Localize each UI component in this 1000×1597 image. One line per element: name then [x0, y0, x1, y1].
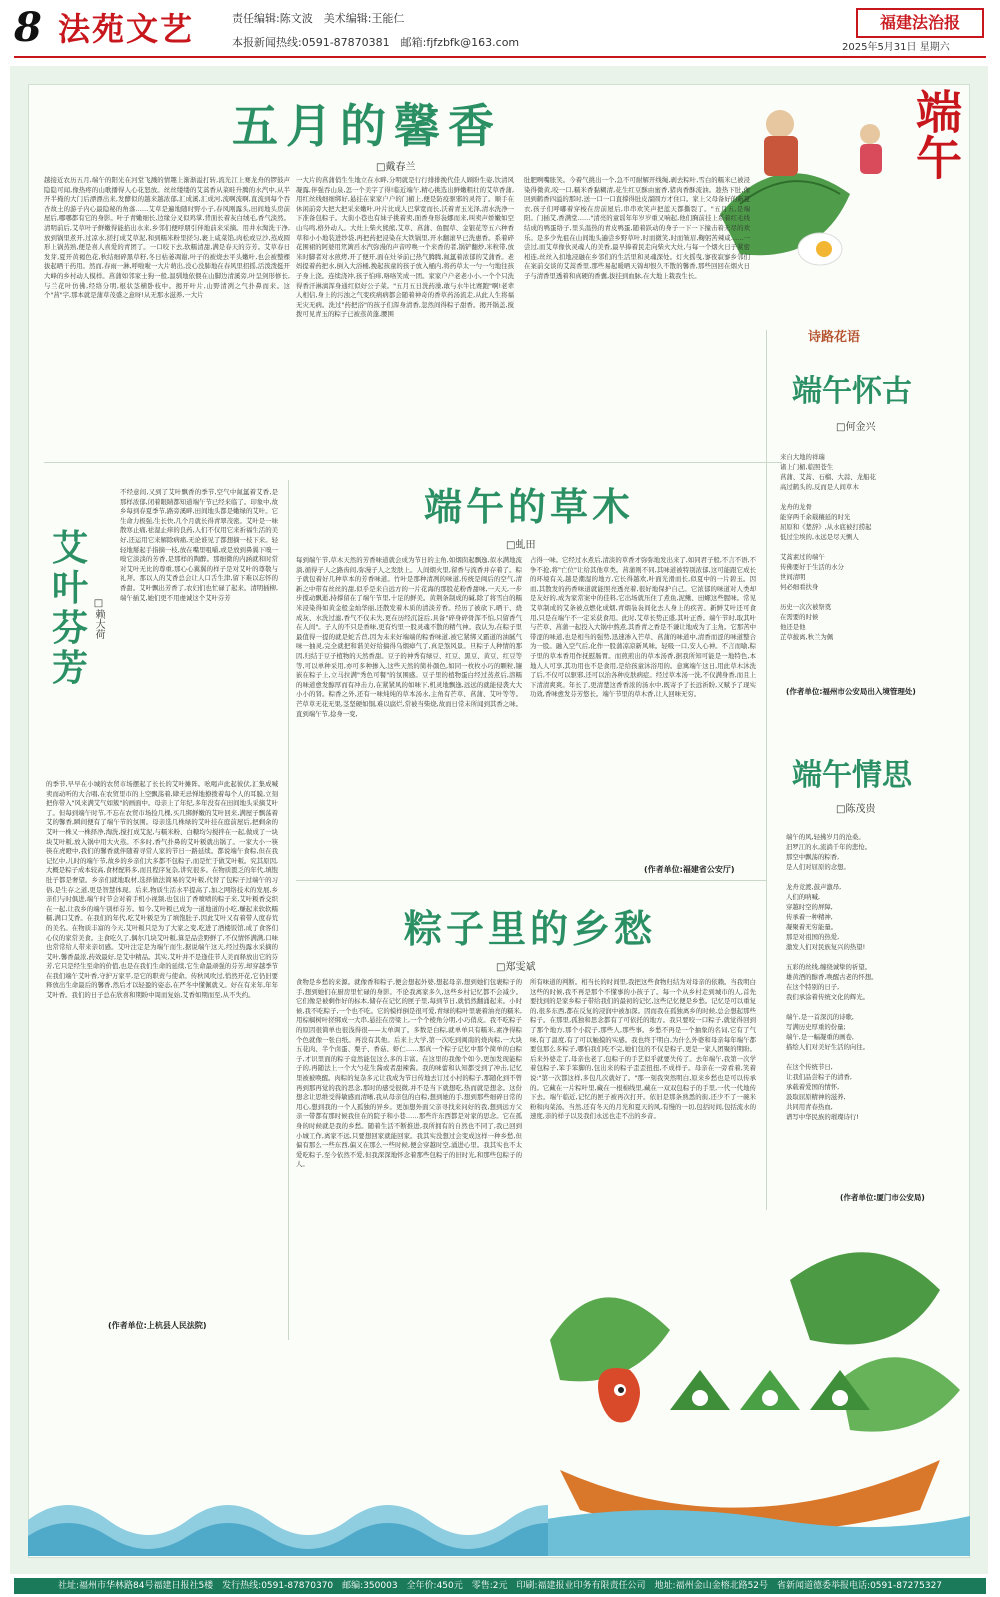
article-aiye-col-b: 的季节,早早在小城的农贸市场摆起了长长的艾叶摊阵。吆喝声此起彼伏,汇集成喊卖而动听的大合唱,在农贸里市的上空飘荡着,肆无忌惮地撩拨着每个人的耳膜,立刻把你带入"风来满艾气如簇"的画面中。母亲上了年纪,多年没有在田间地头采摘艾叶了。但每到端午时节,不忘在农贸市场捡几棵,买几绑鲜嫩的艾叶回来,满屋子飘荡着艾的馨香,瞬间便有了端午节的氛围。母亲选几株绿的艾叶挂在庭前屋后,把剩余的艾叶一株又一株择净,淘洗,搅打成艾泥,与糯米粉、白糖均匀搅拌在一起,做成了一块块艾叶粄,放入锅中用大火蒸。不多时,香气扑鼻的艾叶粄就出锅了。一家大小一筷筷在虎瞪中,我们的馨香就伴随着寻常人家的节日一路延续。都说端午食粽,但在我记忆中,儿时的端午节,故乡的乡亲们大多都不包粽子,而是忙于做艾叶粄。究其原因,大概是粽子成本较高,食材配料多,而且程序复杂,讲究很多。在物质匮乏的年代,填饱肚子都是奢望。乡亲们就地取材,选择做法简易的艾叶粄,代替了包粽子过端午的习俗,是生存之道,更是智慧体现。后来,物质生活水平提高了,加之网络技术的发展,乡亲们与时俱进,端午时节会对着手机小视频,也包出了香喷喷的粽子来,艾叶粄香交织在一起,让我乡的端午别样芬芳。如今,艾叶粄已成为一道地道的小吃,赚起来软软糯糯,满口艾香。在我们的年代,吃艾叶粄是为了填饱肚子,因此艾叶又有着带人度春荒的美名。在物质丰富的今天,艾叶粄只是为了大家之变,吃进了酒楼饭馆,成了食客们心仪的家常美食。主食吃久了,偶尔几块艾叶粄,算是品尝野鲜了,不仅情怀满满,口味也常常给人带来亲切感。艾叶注定是为端午而生,据说端午这天,经过热露水采摘的艾叶,馨香最浓,药效最好,是艾中精品。其实,艾叶并不是逢佳节人美而释放出它的芬芳,它只是经生至命的价值,也是在我们生命的延续,它生命最顽强的芬芳,却穿越季节在我们端午艾叶香,守护万家平,是它的职责与使命。传秋风吹过,悄然开花,它仍旧要释放出生命最后的馨香,然后才以轻盈的姿态,在严冬中懂佩就义。好在有来年,年年艾叶香。我们的日子总在欣喜和期盼中周而复始,艾香如期而至,从不失约。 [46, 780, 278, 1000]
poem-text-1: 来自大地的祥瑞 诸上门楣,临照苍生 菖蒲、艾蒿、石榴、大蒜、龙船花 高过鹤头的,反而是人间草木 龙舟的龙骨 能穿两千余载穰延的时光 屈原和《楚辞》,从水底被打捞起 低过尘埃的,永远是尽天恻人 艾蒿素过的端午 传佛要好于生活的水分 世间清明 何必细看扶身 历史一次次被祭奠 在需要的时候 他还是他 芷草披离,秋兰为佩 [780, 453, 876, 641]
wave-decoration [28, 1480, 548, 1556]
article-title-main: 五月的馨香 [232, 99, 502, 153]
divider-caomu [296, 880, 766, 881]
article-title-caomu: 端午的草木 [424, 484, 635, 529]
divider-main [44, 462, 782, 463]
article-main-col3: 肚肥咧嘴胀笑。今着气挑出一个,急不可耐解开线绳,剥去粽叶,雪白的糯米已被浸染得微黄,咬一口,糯米香黏糊清,花生红豆酥由蜜香,猪肉香酥流油。趁热下肚,像回到鹤香四溢的那时,送一口一口直撑得肚皮溜圆方才住口。家上父母备好的新夏衣,孩子们呼嘟着穿梭在房前屋后,串串欢笑声把蓝天都撕裂了。"五月五,是端阳。门插艾,香满堂……"清亮的童谣年年岁岁重又响起,他们胸前挂上系着红毛线结成的鸭蛋络子,里头温热的青皮鸭蛋,随着跃动的身子一下一下撞击着无尽的欢乐。是多少先祖在山间地头遍尝乡野草叶,时而微笑,时而皱眉,鞠躬苦辣咸……一尝过,而艾草像伙灵魂人的美香,最早捧着民走向柴火大灶,与每一个烟火日子紧密相连,丝丝入扣地浸融在乡邻们的生活里和灵魂深处。灯火摇曳,寥夜寂寥乡邻们在案前交谈的艾蒿香里,那些易起暖晒天锦却恨久不散的馨香,那些回回在烟火日子与清香里透着和真硬的香囊,拔挂到血脉,在大地上栽我生长。 [524, 176, 750, 280]
wave-icon [28, 1480, 548, 1556]
poem-unit-2: (作者单位:厦门市公安局) [840, 1193, 925, 1202]
poem-byline-2: □陈茂贵 [836, 804, 876, 815]
article-main-col2: 一大片的菖蒲俏生生地立在水畔,分明就是行行排排挽代佳人顾盼生姿,饮清风凝露,伴强吞山泉,怎一个美字了得!临近端午,精心挑选出鲜嫩粗壮的艾草香蒲,用红丝线细细绑好,悬挂在家家户户的门楣上,便是防疫驱邪的灵符了。顺手在休闲前旁大把大把采来嫩叶,叶片比成人巴掌宽而长,沃着青玉光泽,清水洗净一下准备包粽子。大街小巷也有妹子挑着卖,面香身形袅娜而来,叫卖声娇嫩如空山鸟鸣,格外动人。大灶上柴火熊熊,艾草、菖蒲、鱼腥草、金银花等五六种香草和小小地装进纱袋,再把药把浸染在大铁锅里,开水翻滚早已洗惠香。系着碎花围裙的阿婆用笊篱舀水汽弥漫的声音哼唤一个来香的者,锅铲翻炒,米粒带,放米时脚者对水煎烤,开了便开,面在灶爷前已热气腾腾,氤氲着浓郁的艾蒲香。老妈提着药把水,倒入大浴桶,挽起孩童的孩子放入桶内,将药草太一勺一勺地往孩子身上浇。连续浇冲,孩子怕痒,咯咯笑成一团。家家户户老老小小,一个个只洗得香汗淋漓浑身通红似好公子菜。"五月五日洗药澡,敢与水牛比赛跑"啊!老辈人相信,身上的污浊之气变疾病病都会随着神奇的香草药汤流走,从此人生将福无灾无病。洗过"药把浴"的孩子们浑身清香,忽然间得粽子甜香。揭开锅盖,搅拨可见青玉的粽子已被蒸黄蓬,腰围 [296, 176, 514, 319]
poem-title-1: 端午怀古 [792, 374, 912, 409]
article-zongzi-col1: 食物是乡愁的来源。就像香和粽子,便会想起外婆,想起母亲,想到她们包裹粽子的手,想到她们在厨房里忙碌的身影。不论我离家多久,这些乡村记忆都不会减少。它们像是被剩作好的标本,储存在记忆的匣子里,每到节日,就悄然翻涌起来。小时候,我不吃粽子,一个也不吃。它的模样倒是很可爱,青绿的粽叶里裹着油亮的糯米,用棕榈树叶搓绑成一大串,悬挂在房梁上,一个个棱角分明,小巧俏皮。我不吃粽子的原因很简单也很浅得很——太单调了。多数是白粽,就单单只有糯米,素净得粽个色就像一张白纸。再没有其他。后来上大学,第一次吃到闽南的烧肉粽,一大块五花肉、半个卤蛋、栗子、香菇、虾仁……那真一个粽子记忆中那个简单的白粽子,才识里面的粽子竟然能包这么多的丰富。在这里的我像个如今,更加发现能粽子的,再随法上一个大勺花生酱或者甜辣酱。我的味蕾和认知都受到了冲击,记忆里被被唤醒。肉粽的复杂多元让我成为节日传地去订过小村的粽子,那随化到不曾再到那再觉的我的思念,那时的感受很微,并不是当下就想吃,热而就是想念。这份想念让思维受得敏感而清晰,我从母亲包的白粽,想到她的手,想到那些细碎日常的用心,想到我的一个人孤独的异乡。更加想外面父亲寻找来问好的我,想到远方父亲一带都有那时候我住在的院子和小巷……那些许东西都是对家的思念。它在孤身的时候就是我的乡愁。随着生活不断推进,我所拥有的自然也不同了,我已回到小城工作,离家不远,只要想回家就能回家。我其实没想过会变成这样一种乡愁,但偏有那么一些东西,偏又在那么一些时候,便会穿越时空,涌进心里。我其实也不太爱吃粽子,至今依然不爱,但我深深地怀念着那些包粽子的旧时光,和那些包粽子的人。 [296, 978, 522, 1169]
divider-sidebar [766, 330, 767, 1210]
header-rule [14, 56, 986, 58]
poem-byline-1: □何金兴 [836, 422, 876, 433]
poem-title-2: 端午情思 [792, 758, 912, 793]
unit-caomu: (作者单位:福建省公安厅) [644, 865, 735, 874]
divider-aiye [288, 480, 289, 1340]
article-caomu-col1: 每到端午节,草木天然的芳香味道就会成为节日的主角,如烟囱起飘逸,似水满地流淌,循得子人之路齿间,弥漫子人之发肤上。人间烟火里,留香与流香并存着了。粽子就包着好几种草本的芳香味道。竹叶是那种清冽的味道,传统是闽后的空气,清新之中带有丝丝的甜,似乎是来自远方的一片花海的那股花粉香甜味,一天天,一步步揽动飘逝,持撑留在了端午节里,十足的鲜美。黄荆条制成的碱,除了将雪白的糯米浸染得如黄金般金灿华丽,还散发着木质的清淡芳香。经历了被砍下,晒干、烧成灰、水洗过滤,香气不仅未失,更在历经沉淀后,具备"碎身碎骨浑不怕,只留香气在人间"。子人的不只是香味,更有灼里一股灵魂不散的精气神。我认为,在粽子里最值得一提的就是蛇舌苣,因为未来好端端的粽香味道,被它紧绑又霸道的油腻气味一抽灵,完全就把和谐美好给搞得乌烟瘴气了,真是煞风景。旦粽子人种情的那因,归结于豆子植物的天然香甜。豆子的神秀有绿豆、红豆、黑豆、黄豆、红豆等等,可以单种采用,亦可多种掺入,这些天然的简朴颜色,如同一枚枚小巧的颗粒,镶嵌在粽子上,立马拉满"秀色可餐"的氛围感。豆子里的植物蛋白经过蒸煮后,溶糯的味道愈发醇厚而有冲击力,在紧紧风的如味下,机灵地飘逸,远远的就能侵袭大大小小的肾。粽香之外,还有一味炖炖的草本汤水,主角有芒草、菖蒲、艾叶等等。芒草草无花无果,茎坚硬如铜,难以腐烂,常被当柴烧,故而日常未所闻到其香之味。直到端午节,捻身一变, [296, 556, 522, 718]
article-zongzi-col2: 所有味道的判断。相当长的时间里,我把这些食物归结为对母亲的依赖。当我明白这些的时候,我不再是那个不懂事的小孩子了。每一个从乡村走到城市的人,首先要找到的是家乡粽子带给我们的最初的记忆,这些记忆便是乡愁。记忆是可以重复的,很多东西,都在反复的浸润中被加深。因而我在孤独离乡的时候,总会想起那些粽子。在那里,孤独和思念都有了可依托的地方。我只要咬一口粽子,就觉得回到了那个地方,那个小院子,那些人,那些事。乡愁不再是一个抽象的名词,它有了气味,有了温度,有了可以触摸的实感。我也终于明白,为什么外婆和母亲每年端午都要包那么多粽子,哪怕我们吃不完,她们包的不仅是粽子,更是一家人团聚的期盼。后来外婆走了,母亲也老了,包粽子的手艺似乎就要失传了。去年端午,我第一次学着包粽子,笨手笨脚的,包出来的粽子歪歪扭扭,不成样子。母亲在一旁看着,笑着说:"第一次都这样,多包几次就好了。"那一刻我突然明白,原来乡愁也是可以传承的。它藏在一片粽叶里,藏在一根棉线里,藏在一双双包粽子的手里,一代一代地传下去。端午临近,记忆的匣子被再次打开。依旧是那条熟悉的街,还少不了一碗米粉和肉菜汤。当然,还有冬天的月光和夏天的风,有慢的一切,包括时间,包括流水的速度,亲的样子以及我们永远也走不出的乡音。 [530, 978, 756, 1121]
article-caomu-col2: 占得一味。它经过水煮后,清淡的草香才弥弥地发出来了,如同君子般,不言不语,不争不抢,将"亡位"让给其他草类。菖蒲则不同,其味道被特别浓郁,这可能跟它成长的环境有关,越是潮湿的地方,它长得越欢,叶面光滑而长,似夏中的一片碧玉。因而,其散发的药香味道就能照亮透亮着,很好地保护自己。它浓郁的味道对人类却是友好的,成为家常案中的佳料,它出场就压住了煮鱼,泥鳅、田螺这些腥味。常见艾草制成的艾条被点燃化成烟,青烟袅袅间化去人身上的疾苦。新鲜艾叶还可食用,只是在端午不一定采获食用。此时,艾草长势正盛,其叶正香。端午节时,取其叶与芒草、菖蒲一起投入大锅中熬煮,其香青之香是不谦让地成为了主角。它那苦中带涩的味道,也是相当的强势,迅速渗入芒草、菖蒲的味道中,清香而涩的味道整合为一股。融入空气后,化作一股蒲凉凉新风味。轻吸一口,安人心神。不言而喻,粽子里的草本香用作抚慰肠胃。而煎煎出的草本汤香,据我所知可能是一地特色,本地人人可享,其功用也不是食用,是给孩童沐浴用的。意寓端午这日,用此草木沐洗了后,不仅可以驱邪,还可以治各种皮肤病症。经过草本汤一洗,不仅满身香,而且上下清清爽爽。年长了,更清楚这香香浓的汤水中,既寄予了长远祈盼,又赋予了现实功效,香味愈发芬芳悠长。端午节里的草木香,让人回味无穷。 [530, 556, 756, 699]
newspaper-logo: 福建法治报 [856, 8, 984, 38]
article-title-zongzi: 粽子里的乡愁 [404, 906, 657, 951]
poem-text-2: 端午的风,轻拂岁月的沧桑。 汨罗江的水,流淌千年的悲怆。 那空中飘荡的粽香, 是人们对屈原的念想。 龙舟竞渡,鼓声激昂, 人们的呐喊, 穿越时空的屏障, 传承着一种精神, 凝聚着无穷能量。 那是对祖国的热爱, 激发人们对民族复兴的热望! 五彩的丝线,缠绕诚挚的祈望。 雄黄酒的醇香,唤醒古老的怀想。 在这个特别的日子, 我们承涂着传统文化的辉光。 端午,是一首深沉的诗歌, 写满历史厚重的份量; 端午,是一幅凝重的画卷, 描绘人们对美好生活的向往。 在这个传统节日, 让我们品尝粽子的清香, 承载着爱国的情怀, 汲取屈原精神的滋养, 共同用青春热血, 谱写中华民族的璀璨诗行! [786, 833, 878, 1121]
byline-caomu: □虬田 [506, 540, 536, 551]
unit-aiye: (作者单位:上杭县人民法院) [108, 1321, 207, 1330]
article-aiye-col-a: 不经意间,又到了艾叶飘香的季节,空气中氤氲着艾香,是那样浓郁,闭着眼睛都知道端午节已经来临了。印象中,故乡每到春夏季节,路旁溪畔,田间地头都是嫩绿的艾叶。它生命力极强,生长快,几个月就长得青翠茂密。艾叶是一味散寒止痛,祛湿止痒的良药,人们不仅用它来祈福生活的美好,还运用它来解除病痛,无论谁见了都想摘一枝下来。轻轻地掰起手指摘一枝,放在嘴里咀嚼,或是放到鼻翼下嗅一嗅它淡淡的芳香,是那样的陶醉。那细微的内涵就和时常对艾叶无比的尊重,那心心翼翼的样子是对艾叶的尊敬与礼拜。那以人的艾香总会让人口舌生津,留下难以忘怀的香甜。艾叶飘出芳香了,农妇们也忙碌了起来。清明插柳,端午插艾,她们更不用虔诚这个艾叶芬芳 [120, 488, 278, 602]
hotline-line: 本报新闻热线:0591-87870381 邮箱:fjfzbfk@163.com [232, 36, 520, 49]
footer-bar: 社址:福州市华林路84号福建日报社5楼 发行热线:0591-87870370 邮编:350003 全年价:450元 零售:2元 印刷:福建报业印务有限责任公司 地址:福州金山金榕北路52号 省新闻道德委举报电话:0591-87275327 [14, 1578, 986, 1594]
article-main-col1: 越接近农历五月,端午的阳光在河堂飞溅的情趣上渐渐溢打转,流光江上赛龙舟的锣鼓声隐隐可闻,像热疼的山歌播得人心花怒放。丝丝缕缕的艾蒿香从菜畦升腾的水汽中,从半开半掩的大门后漂漂出来,发酵似的越来越浓郁,汇成溪,汇成河,流啊流啊,直流到每个吞杏故土的游子内心最隐秘的角落……艾草是遍地随时野小子,春风刚露头,田间地头房前屋后,哪哪都有它的身影。叶子青嫩细长,边缘分叉似鸡掌,背面长着灰白绒毛,香气淡然。清明前后,艾草叶子鲜嫩得能掐出水来,乡邻们便呼朋引伴地前来采摘。用井水淘洗干净,放到锅里煮开,过凉水,搓打成艾草泥,和到糯米粉里搓匀,裹上咸菜馅,肉松或豆沙,蒸成圆形上锅蒸熟,便是喜人喜爱的青团了。一口咬下去,软糯清甜,满是春天的芬芳。艾草春日发芽,夏开黄褐色花,秋结细碎黑草籽,冬日枯萎凋谢,叶子的被烧去平头嫩叶,也会被整棵拔起晒干药用。然而,春雨一淋,呼啦啦一大片萌出,没心没肺地在春风里招摇,活泼泼挺开大峰的乡村动人模样。菖蒲如邻家士狗一般,温驯地依偎在山脚边清溪旁,叶呈剑形修长,与兰花叶仿佛,经络分明,根状茎横卧枝中。揭开叶片,山野清冽之气扑鼻而来。这个"菖"字,那本就是蒲草茂盛之意呀!从无那水滋养,一大片 [44, 176, 290, 300]
masthead [0, 0, 1000, 60]
column-label: 诗路花语 [808, 330, 861, 345]
duanwu-calligraphy: 端午 [909, 88, 963, 180]
editors-line: 责任编辑:陈文波 美术编辑:王能仁 [232, 12, 405, 25]
dragon-boat-illustration [540, 1220, 970, 1556]
article-title-aiye: 艾叶芬芳 [52, 527, 93, 689]
page-number: 8 [14, 4, 42, 51]
byline-zongzi: □郑雯斌 [496, 962, 536, 973]
byline-aiye: □赖大荷 [93, 598, 104, 639]
dragon-boat-icon [540, 1220, 970, 1556]
issue-date: 2025年5月31日 星期六 [842, 42, 950, 53]
byline-main: □戴春兰 [376, 162, 416, 173]
poem-unit-1: (作者单位:福州市公安局出入境管理处) [786, 687, 916, 696]
section-title: 法苑文艺 [58, 10, 195, 48]
